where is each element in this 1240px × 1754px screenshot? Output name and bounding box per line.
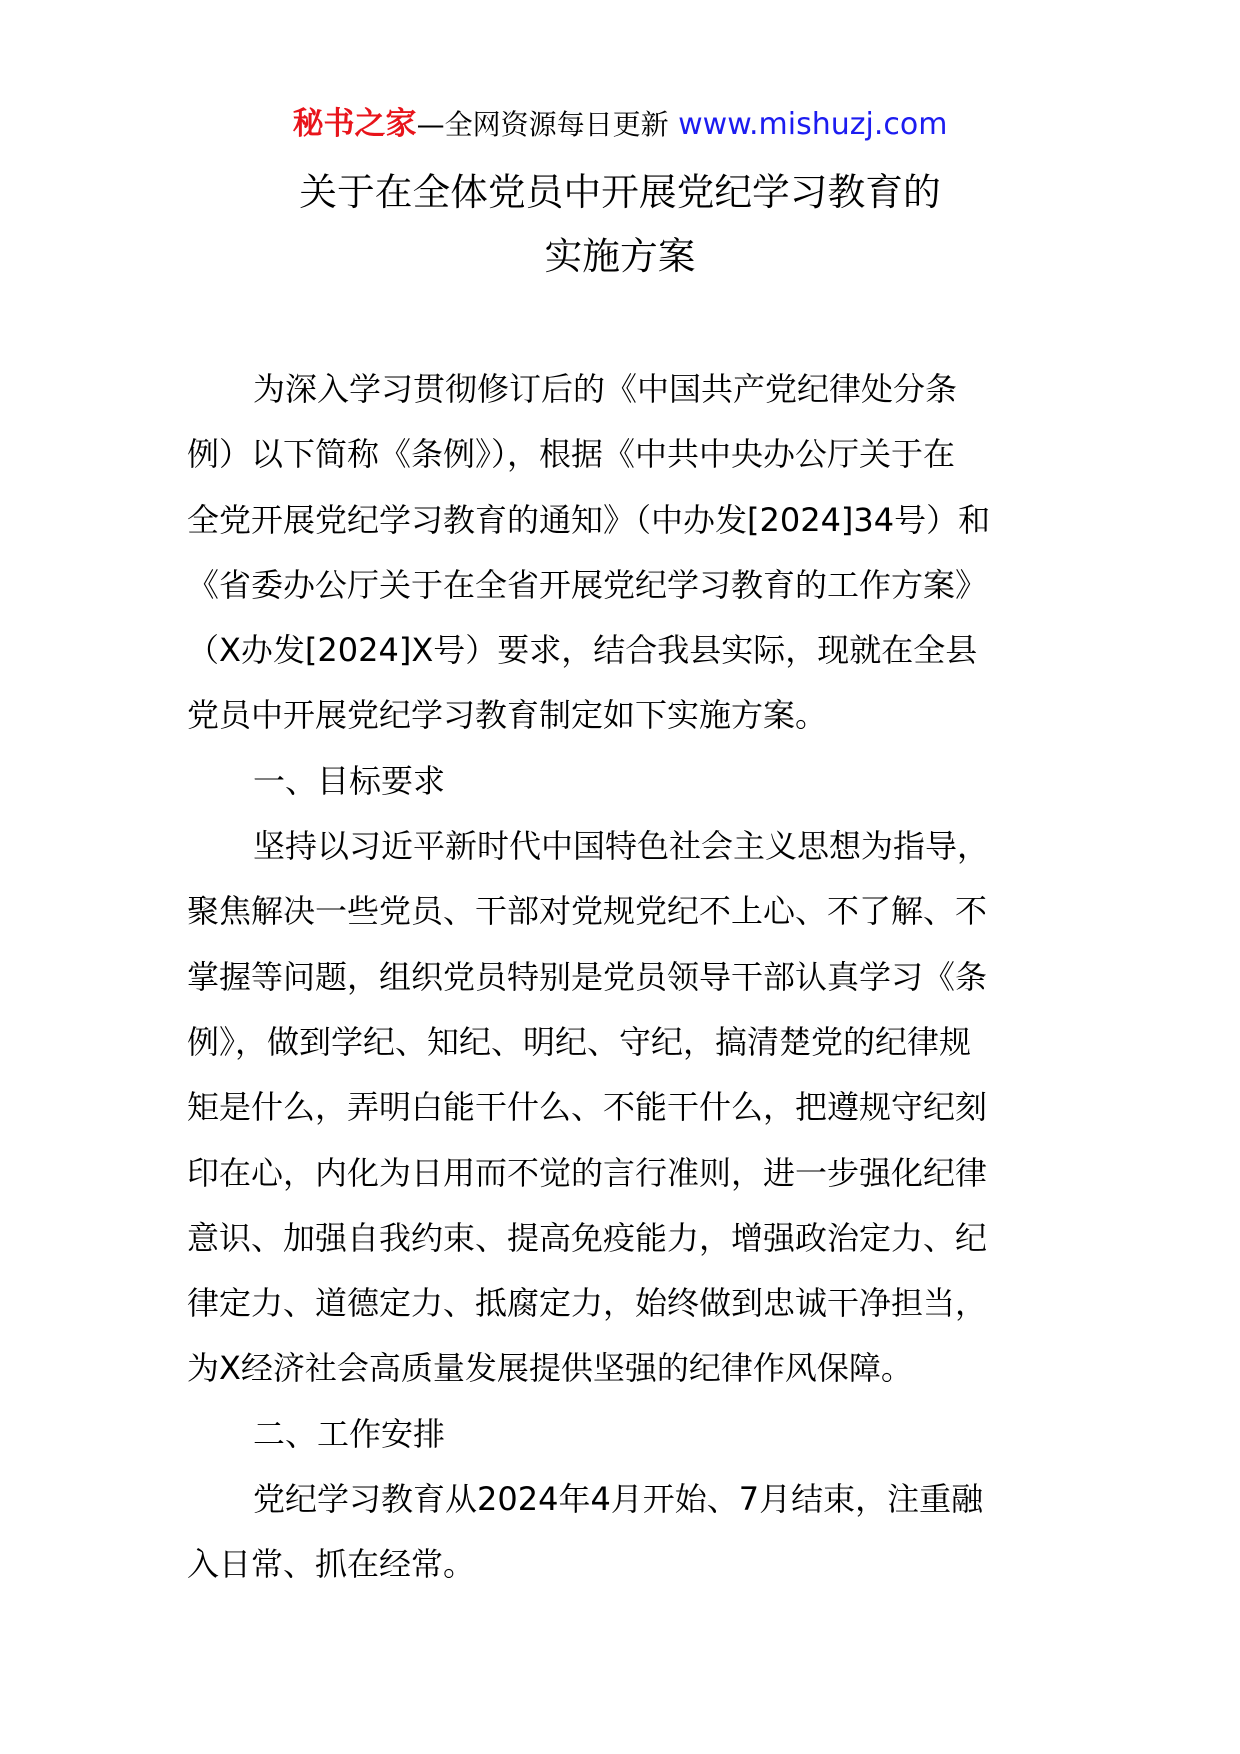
paragraph-intro-line: 党员中开展党纪学习教育制定如下实施方案。	[187, 696, 828, 735]
document-title-line-1: 关于在全体党员中开展党纪学习教育的	[299, 170, 941, 214]
paragraph-goals-line: 为X经济社会高质量发展提供坚强的纪律作风保障。	[187, 1349, 913, 1388]
paragraph-goals-line: 聚焦解决一些党员、干部对党规党纪不上心、不了解、不	[187, 892, 988, 931]
section-heading-arrangement: 二、工作安排	[253, 1414, 446, 1453]
brand-slogan: —全网资源每日更新	[416, 108, 669, 141]
document-body	[187, 357, 1057, 1598]
paragraph-goals-line: 例》，做到学纪、知纪、明纪、守纪，搞清楚党的纪律规	[187, 1022, 972, 1061]
brand-name: 秘书之家	[292, 106, 417, 142]
paragraph-intro-line: 《省委办公厅关于在全省开展党纪学习教育的工作方案》	[187, 565, 988, 604]
paragraph-intro-line: 为深入学习贯彻修订后的《中国共产党纪律处分条	[253, 370, 958, 408]
document-title-line-2: 实施方案	[544, 234, 696, 278]
brand-url-link[interactable]: www.mishuzj.com	[678, 107, 948, 142]
watermark-header	[0, 100, 1240, 149]
paragraph-goals-line: 坚持以习近平新时代中国特色社会主义思想为指导，	[253, 827, 990, 866]
paragraph-goals-line: 意识、加强自我约束、提高免疫能力，增强政治定力、纪	[187, 1218, 988, 1257]
paragraph-goals-line: 掌握等问题，组织党员特别是党员领导干部认真学习《条	[187, 957, 988, 996]
paragraph-intro-line: 全党开展党纪学习教育的通知》（中办发[2024]34号）和	[187, 500, 991, 539]
paragraph-arrangement-line: 入日常、抓在经常。	[187, 1545, 476, 1584]
section-heading-goals: 一、目标要求	[253, 761, 446, 800]
paragraph-goals-line: 矩是什么，弄明白能干什么、不能干什么，把遵规守纪刻	[187, 1088, 988, 1127]
paragraph-intro-line: （X办发[2024]X号）要求，结合我县实际，现就在全县	[187, 631, 978, 670]
paragraph-intro-line: 例）以下简称《条例》），根据《中共中央办公厅关于在	[187, 435, 956, 474]
paragraph-goals-line: 印在心，内化为日用而不觉的言行准则，进一步强化纪律	[187, 1153, 988, 1192]
paragraph-arrangement-line: 党纪学习教育从2024年4月开始、7月结束，注重融	[253, 1480, 984, 1519]
paragraph-goals-line: 律定力、道德定力、抵腐定力，始终做到忠诚干净担当，	[187, 1284, 988, 1323]
